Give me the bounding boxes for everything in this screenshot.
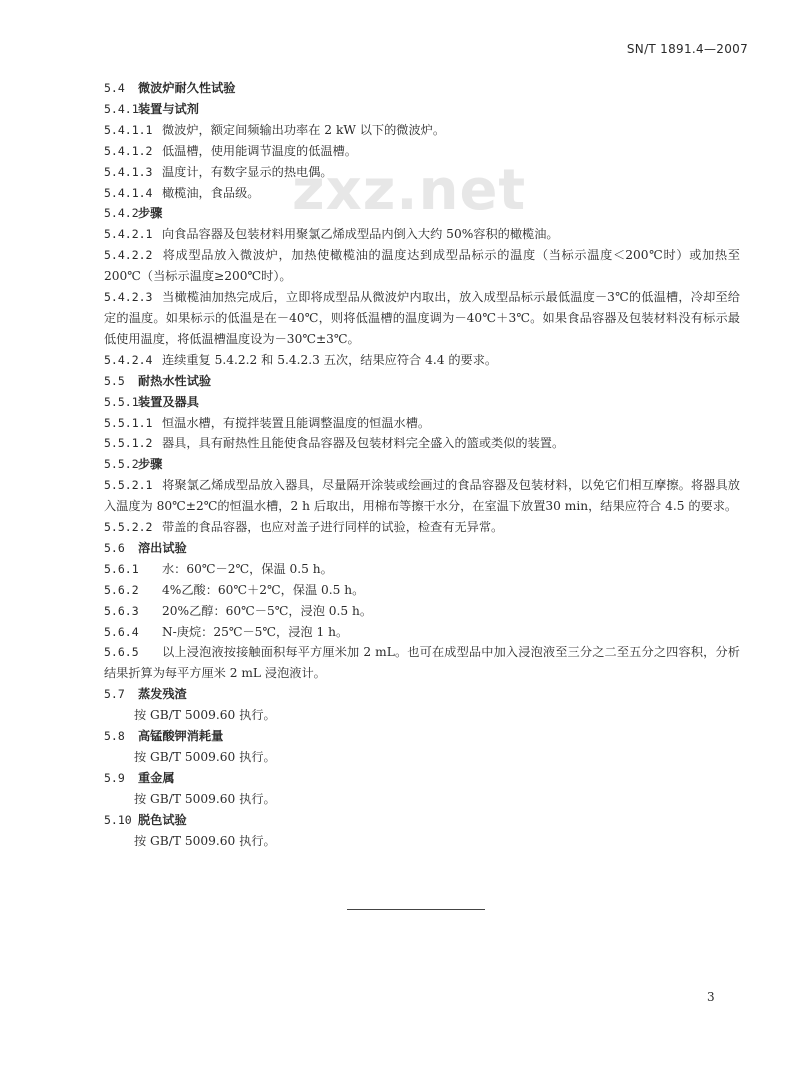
clause-body: 按 GB/T 5009.60 执行。 [134, 708, 276, 723]
clause-number: 5.5.1.1 [104, 415, 153, 430]
clause-body: 低温槽，使用能调节温度的低温槽。 [162, 143, 357, 158]
clause-number: 5.6 [104, 540, 125, 555]
clause-number: 5.9 [104, 770, 125, 785]
clause-body: 20%乙醇：60℃－5℃，浸泡 0.5 h。 [162, 603, 373, 618]
clause-number: 5.5.1 [104, 394, 139, 409]
clause-body: 向食品容器及包装材料用聚氯乙烯成型品内倒入大约 50%容积的橄榄油。 [162, 227, 559, 242]
clause-text [104, 622, 740, 643]
section-heading [104, 78, 740, 99]
clause-number: 5.4.2.3 [104, 290, 153, 305]
clause-text [104, 224, 740, 245]
clause-number: 5.5.2.2 [104, 520, 153, 535]
section-heading [104, 99, 740, 120]
clause-body: 高锰酸钾消耗量 [138, 729, 224, 744]
clause-text [104, 120, 740, 141]
clause-number: 5.4.1.1 [104, 122, 153, 137]
clause-text [104, 350, 740, 371]
clause-number: 5.4.1.3 [104, 164, 153, 179]
clause-body: 恒温水槽，有搅拌装置且能调整温度的恒温水槽。 [162, 415, 431, 430]
clause-body: 微波炉，额定间频输出功率在 2 kW 以下的微波炉。 [162, 122, 446, 137]
section-heading [104, 768, 740, 789]
clause-body: 器具，具有耐热性且能使食品容器及包装材料完全盛入的篮或类似的装置。 [162, 436, 565, 451]
section-heading [104, 684, 740, 705]
clause-body: 橄榄油，食品级。 [162, 185, 260, 200]
clause-text [104, 747, 740, 768]
watermark: zxz.net [292, 158, 527, 223]
clause-text [104, 601, 740, 622]
section-heading [104, 538, 740, 559]
section-heading [104, 371, 740, 392]
clause-body: 步骤 [138, 457, 163, 472]
clause-number: 5.6.4 [104, 624, 139, 639]
clause-text [104, 475, 740, 517]
clause-number: 5.6.3 [104, 603, 139, 618]
clause-number: 5.6.5 [104, 645, 139, 660]
end-rule [347, 909, 485, 910]
clause-body: 温度计，有数字显示的热电偶。 [162, 164, 333, 179]
clause-body: 重金属 [138, 770, 175, 785]
clause-text [104, 141, 740, 162]
clause-number: 5.4.2 [104, 206, 139, 221]
clause-text [104, 705, 740, 726]
clause-body: 4%乙酸：60℃＋2℃，保温 0.5 h。 [162, 582, 365, 597]
clause-text [104, 831, 740, 852]
clause-text [104, 517, 740, 538]
clause-body: 按 GB/T 5009.60 执行。 [134, 750, 276, 764]
clause-number: 5.4.2.2 [104, 248, 153, 263]
clause-number: 5.6.1 [104, 561, 139, 576]
standard-number: SN/T 1891.4—2007 [626, 42, 748, 56]
clause-body: 蒸发残渣 [138, 687, 187, 702]
section-heading [104, 454, 740, 475]
clause-body: 将聚氯乙烯成型品放入器具，尽量隔开涂装或绘画过的食品容器及包装材料，以免它们相互摩擦。将器具放入温度为 80℃±2℃的恒温水槽，2 h 后取出，用棉布等擦干水分，在室温下放置30 min，结果应符合 4.5 的要求。 [104, 478, 740, 514]
clause-body: 装置及器具 [138, 394, 199, 409]
section-heading [104, 810, 740, 831]
clause-body: 溶出试验 [138, 540, 187, 555]
clause-body: 微波炉耐久性试验 [138, 81, 236, 95]
clause-number: 5.4.1 [104, 101, 139, 116]
clause-body: 带盖的食品容器，也应对盖子进行同样的试验，检查有无异常。 [162, 520, 504, 535]
section-heading [104, 726, 740, 747]
section-heading [104, 392, 740, 413]
clause-number: 5.7 [104, 687, 125, 702]
clause-text [104, 559, 740, 580]
clause-number: 5.4.2.4 [104, 352, 153, 367]
page-number: 3 [707, 990, 715, 1004]
clause-body: 连续重复 5.4.2.2 和 5.4.2.3 五次，结果应符合 4.4 的要求。 [162, 352, 498, 367]
clause-text [104, 433, 740, 454]
clause-body: 装置与试剂 [138, 101, 199, 116]
clause-number: 5.4.2.1 [104, 227, 153, 242]
clause-number: 5.4.1.4 [104, 185, 153, 200]
clause-number: 5.4.1.2 [104, 143, 153, 158]
clause-text [104, 245, 740, 287]
clause-number: 5.6.2 [104, 582, 139, 597]
clause-body: 以上浸泡液按接触面积每平方厘米加 2 mL。也可在成型品中加入浸泡液至三分之二至五分之四容积，分析结果折算为每平方厘米 2 mL 浸泡液计。 [104, 645, 740, 681]
clause-number: 5.8 [104, 729, 125, 744]
clause-text [104, 580, 740, 601]
clause-body: 当橄榄油加热完成后，立即将成型品从微波炉内取出，放入成型品标示最低温度－3℃的低温槽，冷却至给定的温度。如果标示的低温是在－40℃，则将低温槽的温度调为－40℃＋3℃。如果食品容器及包装材料没有标示最低使用温度，将低温槽温度设为－30℃±3℃。 [104, 290, 740, 346]
clause-text [104, 642, 740, 684]
clause-body: 耐热水性试验 [138, 373, 212, 388]
clause-number: 5.5 [104, 373, 125, 388]
clause-body: N-庚烷：25℃－5℃，浸泡 1 h。 [162, 624, 349, 639]
clause-number: 5.5.2 [104, 457, 139, 472]
clause-text [104, 162, 740, 183]
document-body [104, 78, 740, 852]
clause-number: 5.10 [104, 812, 132, 827]
clause-text [104, 287, 740, 350]
clause-number: 5.5.1.2 [104, 436, 153, 451]
clause-text [104, 413, 740, 434]
clause-body: 水：60℃－2℃，保温 0.5 h。 [162, 561, 333, 576]
clause-text [104, 789, 740, 810]
clause-number: 5.4 [104, 81, 125, 95]
clause-body: 按 GB/T 5009.60 执行。 [134, 791, 276, 806]
clause-body: 脱色试验 [138, 812, 187, 827]
clause-body: 将成型品放入微波炉，加热使橄榄油的温度达到成型品标示的温度（当标示温度＜200℃时）或加热至 200℃（当标示温度≥200℃时）。 [104, 248, 740, 284]
clause-text [104, 183, 740, 204]
section-heading [104, 203, 740, 224]
clause-body: 按 GB/T 5009.60 执行。 [134, 833, 276, 848]
clause-body: 步骤 [138, 206, 163, 221]
clause-number: 5.5.2.1 [104, 478, 153, 493]
